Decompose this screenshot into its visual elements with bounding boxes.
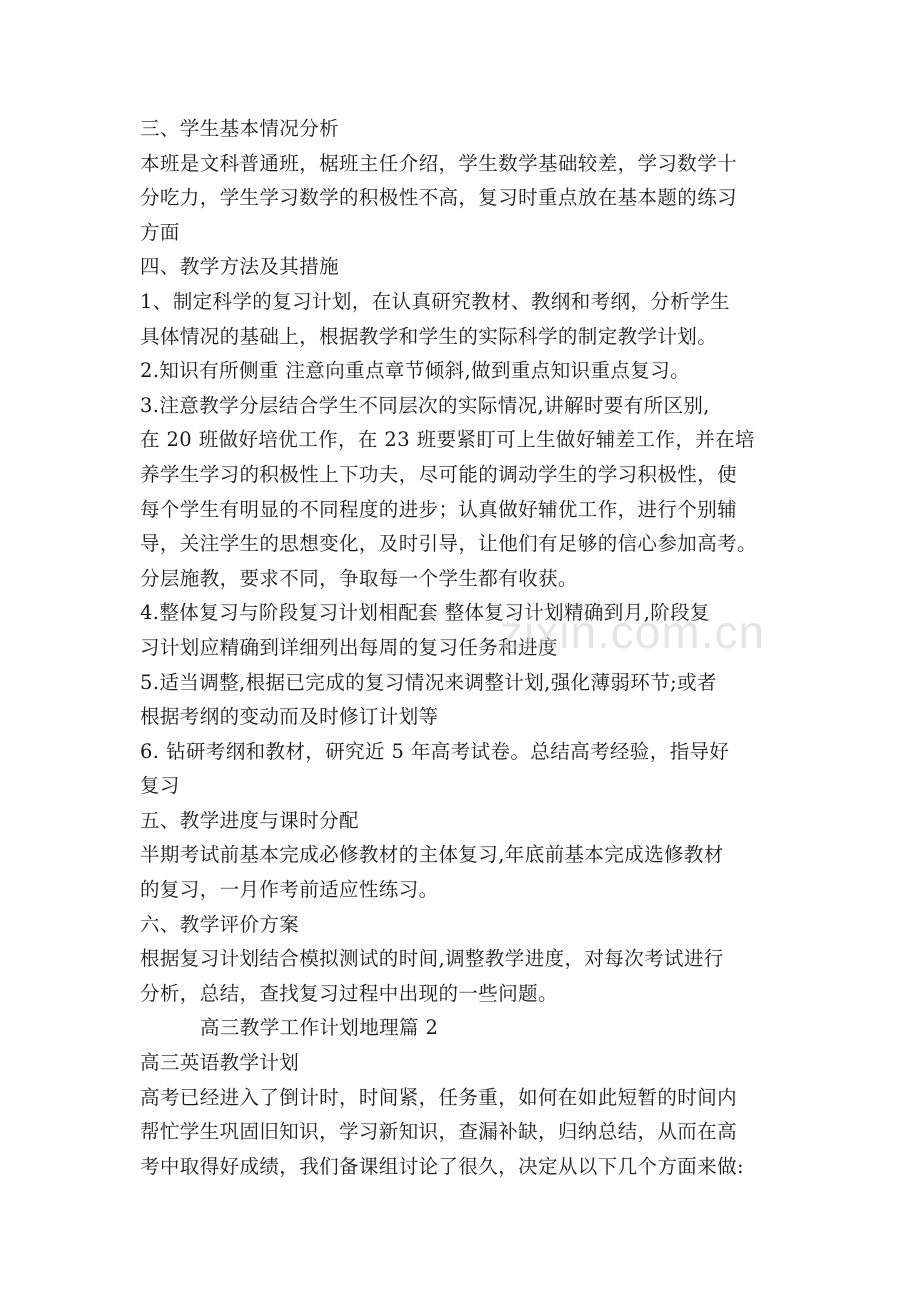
paragraph-line: 2.知识有所侧重 注意向重点章节倾斜,做到重点知识重点复习。 bbox=[140, 359, 691, 383]
section-heading-6: 六、教学评价方案 bbox=[140, 912, 300, 936]
subtitle: 高三英语教学计划 bbox=[140, 1051, 300, 1075]
paragraph-line: 养学生学习的积极性上下功夫，尽可能的调动学生的学习积极性，使 bbox=[140, 462, 738, 486]
paragraph-line: 3.注意教学分层结合学生不同层次的实际情况,讲解时要有所区别, bbox=[140, 393, 710, 417]
paragraph-line: 根据复习计划结合模拟测试的时间,调整教学进度，对每次考试进行 bbox=[140, 947, 724, 971]
section-heading-4: 四、教学方法及其措施 bbox=[140, 255, 340, 279]
paragraph-line: 导，关注学生的思想变化，及时引导，让他们有足够的信心参加高考。 bbox=[140, 532, 757, 556]
paragraph-line: 1、制定科学的复习计划，在认真研究教材、教纲和考纲，分析学生 bbox=[140, 289, 730, 313]
paragraph-line: 考中取得好成绩，我们备课组讨论了很久，决定从以下几个方面来做: bbox=[140, 1154, 744, 1178]
paragraph-line: 的复习，一月作考前适应性练习。 bbox=[140, 878, 439, 902]
paragraph-line: 帮忙学生巩固旧知识，学习新知识，查漏补缺，归纳总结，从而在高 bbox=[140, 1120, 738, 1144]
paragraph-line: 分吃力，学生学习数学的积极性不高，复习时重点放在基本题的练习 bbox=[140, 186, 738, 210]
watermark: zixin.com.cn bbox=[500, 606, 766, 658]
paragraph-line: 6. 钻研考纲和教材，研究近 5 年高考试卷。总结高考经验，指导好 bbox=[140, 739, 730, 763]
document-body bbox=[140, 112, 785, 1184]
paragraph-line: 习计划应精确到详细列出每周的复习任务和进度 bbox=[140, 635, 558, 659]
paragraph-line: 方面 bbox=[140, 220, 180, 244]
paragraph-line: 高考已经进入了倒计时，时间紧，任务重，如何在如此短暂的时间内 bbox=[140, 1085, 738, 1109]
paragraph-line: 4.整体复习与阶段复习计划相配套 整体复习计划精确到月,阶段复 bbox=[140, 601, 710, 625]
section-heading-3: 三、学生基本情况分析 bbox=[140, 117, 340, 140]
paragraph-line: 具体情况的基础上，根据教学和学生的实际科学的制定教学计划。 bbox=[140, 324, 718, 348]
paragraph-line: 复习 bbox=[140, 774, 180, 798]
section-heading-5: 五、教学进度与课时分配 bbox=[140, 808, 359, 832]
article-title: 高三教学工作计划地理篇 2 bbox=[200, 1016, 439, 1040]
paragraph-line: 分层施教，要求不同，争取每一个学生都有收获。 bbox=[140, 566, 578, 590]
paragraph-line: 在 20 班做好培优工作，在 23 班要紧盯可上生做好辅差工作，并在培 bbox=[140, 428, 755, 452]
paragraph-line: 半期考试前基本完成必修教材的主体复习,年底前基本完成选修教材 bbox=[140, 843, 724, 867]
paragraph-line: 本班是文科普通班，椐班主任介绍，学生数学基础较差，学习数学十 bbox=[140, 151, 738, 175]
paragraph-line: 5.适当调整,根据已完成的复习情况来调整计划,强化薄弱环节;或者 bbox=[140, 670, 717, 694]
paragraph-line: 分析，总结，查找复习过程中出现的一些问题。 bbox=[140, 981, 558, 1005]
paragraph-line: 根据考纲的变动而及时修订计划等 bbox=[140, 705, 439, 729]
paragraph-line: 每个学生有明显的不同程度的进步；认真做好辅优工作，进行个别辅 bbox=[140, 497, 738, 521]
